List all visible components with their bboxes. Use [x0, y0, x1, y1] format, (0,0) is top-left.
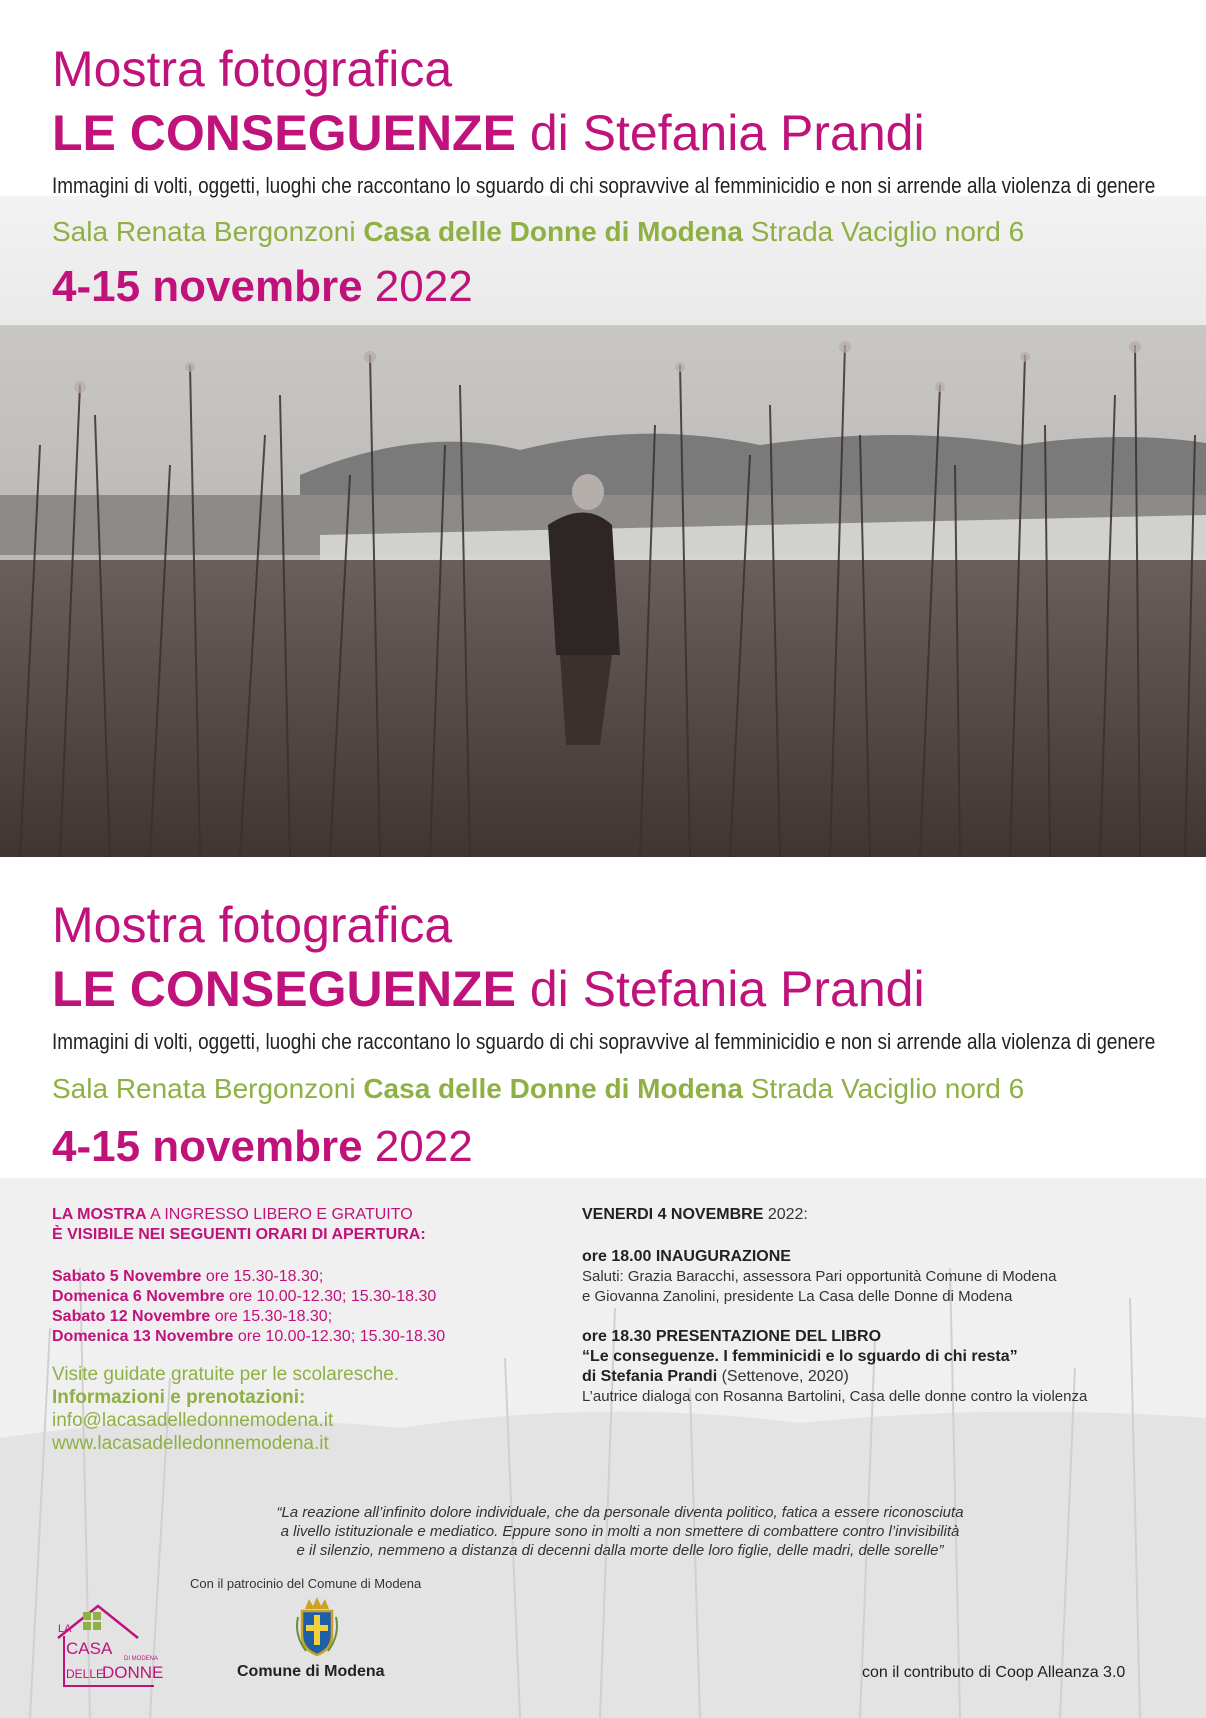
schedule-row: [52, 1327, 572, 1347]
event2-publisher: (Settenove, 2020): [717, 1368, 849, 1385]
hours-line1-bold: LA MOSTRA: [52, 1206, 147, 1223]
schedule-time: ore 15.30-18.30;: [201, 1268, 324, 1285]
contact-email[interactable]: info@lacasadelledonnemodena.it: [52, 1410, 334, 1431]
schedule-row: [52, 1267, 572, 1287]
schedule-row: [52, 1287, 572, 1307]
crest-icon: [292, 1595, 342, 1657]
schedule-day: Sabato 12 Novembre: [52, 1308, 211, 1325]
quote-line3: e il silenzio, nemmeno a distanza di decenni dalla morte delle loro figlie, delle madri, delle sorelle”: [296, 1542, 944, 1559]
website-link[interactable]: www.lacasadelledonnemodena.it: [52, 1433, 329, 1454]
hours-line1: [52, 1205, 572, 1225]
schedule-day: Domenica 6 Novembre: [52, 1288, 225, 1305]
schedule-time: ore 10.00-12.30; 15.30-18.30: [233, 1328, 446, 1345]
top-title-rest: di Stefania Prandi: [515, 105, 925, 161]
exhibition-photograph: [0, 325, 1206, 857]
patronage-text: Con il patrocinio del Comune di Modena: [190, 1576, 422, 1591]
top-venue-pre: Sala Renata Bergonzoni: [52, 216, 364, 247]
event1-title: ore 18.00 INAUGURAZIONE: [582, 1248, 791, 1265]
bottom-subtitle: Immagini di volti, oggetti, luoghi che raccontano lo sguardo di chi sopravvive al femminicidio e non si arrende alla violenza di genere: [52, 1029, 1156, 1054]
top-subtitle: Immagini di volti, oggetti, luoghi che raccontano lo sguardo di chi sopravvive al femminicidio e non si arrende alla violenza di genere: [52, 173, 1156, 198]
casa-delle-donne-logo: [54, 1600, 164, 1690]
contribution-text: con il contributo di Coop Alleanza 3.0: [862, 1664, 1126, 1681]
event1-line2: e Giovanna Zanolini, presidente La Casa delle Donne di Modena: [582, 1288, 1013, 1305]
hours-line1-rest: A INGRESSO LIBERO E GRATUITO: [146, 1206, 413, 1223]
guided-visits: Visite guidate gratuite per le scolaresche.: [52, 1364, 400, 1385]
casa-logo-la: LA: [58, 1623, 72, 1635]
casa-logo-donne: DONNE: [102, 1663, 164, 1682]
casa-logo-icon: [54, 1600, 164, 1690]
bottom-title-bold: LE CONSEGUENZE: [52, 961, 516, 1017]
hours-line2: È VISIBILE NEI SEGUENTI ORARI DI APERTURA:: [52, 1226, 426, 1243]
bottom-dates-year: 2022: [362, 1122, 473, 1171]
comune-label: Comune di Modena: [237, 1663, 385, 1680]
program-date-rest: 2022:: [763, 1206, 808, 1223]
bottom-title-line1: Mostra fotografica: [52, 897, 453, 953]
bottom-dates-bold: 4-15 novembre: [52, 1122, 363, 1171]
bottom-venue-pre: Sala Renata Bergonzoni: [52, 1073, 364, 1104]
schedule-day: Sabato 5 Novembre: [52, 1268, 202, 1285]
schedule-row: [52, 1307, 572, 1327]
photo-scene: [0, 325, 1206, 857]
casa-logo-small: DI MODENA: [124, 1656, 159, 1662]
top-dates-year: 2022: [362, 262, 473, 311]
info-label: Informazioni e prenotazioni:: [52, 1387, 306, 1408]
top-title-line2: [52, 104, 925, 162]
top-venue: [52, 216, 1024, 248]
top-dates-bold: 4-15 novembre: [52, 262, 363, 311]
program-date: [582, 1205, 1172, 1225]
schedule-time: ore 10.00-12.30; 15.30-18.30: [224, 1288, 437, 1305]
top-dates: [52, 262, 473, 312]
event2-title: ore 18.30 PRESENTAZIONE DEL LIBRO: [582, 1328, 882, 1345]
bottom-venue: [52, 1073, 1024, 1105]
event-program: [582, 1205, 1172, 1407]
event2-line: L’autrice dialoga con Rosanna Bartolini, Casa delle donne contro la violenza: [582, 1388, 1088, 1405]
quote-block: [230, 1503, 1010, 1560]
top-title-line1: Mostra fotografica: [52, 41, 453, 97]
bottom-venue-bold: Casa delle Donne di Modena: [363, 1073, 743, 1104]
bottom-title-rest: di Stefania Prandi: [515, 961, 925, 1017]
event1-line1: Saluti: Grazia Baracchi, assessora Pari opportunità Comune di Modena: [582, 1268, 1057, 1285]
program-date-bold: VENERDI 4 NOVEMBRE: [582, 1206, 764, 1223]
quote-line1: “La reazione all’infinito dolore individuale, che da personale diventa politico, fatica a essere riconosciuta: [276, 1504, 964, 1521]
schedule-day: Domenica 13 Novembre: [52, 1328, 234, 1345]
opening-hours: [52, 1205, 572, 1455]
top-venue-post: Strada Vaciglio nord 6: [742, 216, 1025, 247]
bottom-title-line2: [52, 960, 925, 1018]
top-title-bold: LE CONSEGUENZE: [52, 105, 516, 161]
bottom-dates: [52, 1122, 473, 1172]
casa-logo-delle: DELLE: [66, 1667, 105, 1681]
comune-di-modena-crest: [292, 1595, 342, 1657]
event2-book: “Le conseguenze. I femminicidi e lo sguardo di chi resta”: [582, 1348, 1018, 1365]
casa-logo-casa: CASA: [66, 1639, 113, 1658]
event2-author: di Stefania Prandi: [582, 1368, 718, 1385]
bottom-venue-post: Strada Vaciglio nord 6: [742, 1073, 1025, 1104]
quote-line2: a livello istituzionale e mediatico. Eppure sono in molti a non smettere di combattere contro l’invisibilità: [280, 1523, 960, 1540]
top-venue-bold: Casa delle Donne di Modena: [363, 216, 743, 247]
event2-author-line: [582, 1367, 1172, 1387]
schedule-time: ore 15.30-18.30;: [210, 1308, 333, 1325]
